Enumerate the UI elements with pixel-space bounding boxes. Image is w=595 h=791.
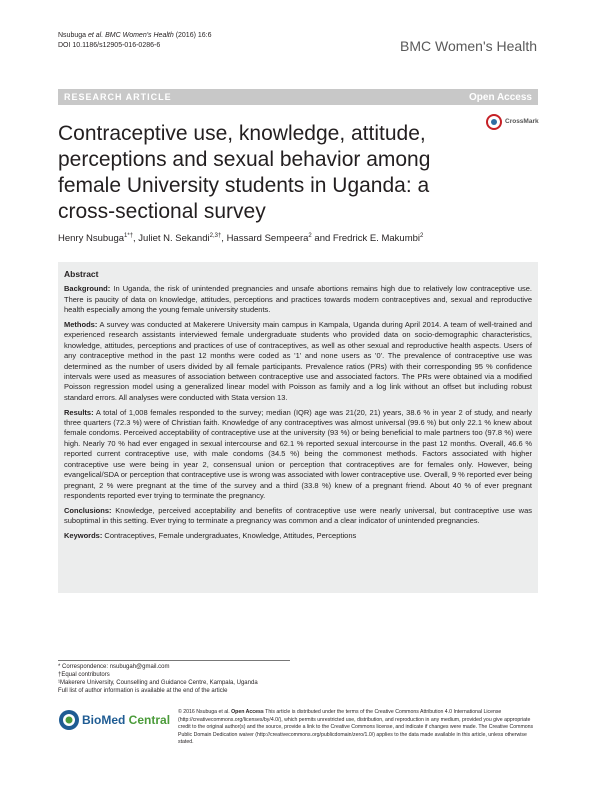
copyright-line: © 2016 Nsubuga et al.	[178, 709, 232, 715]
doi[interactable]: DOI 10.1186/s12905-016-0286-6	[58, 42, 161, 49]
abstract-conclusions	[64, 506, 532, 527]
author-affiliation: 2,3†	[209, 233, 222, 239]
equal-contributors-note: †Equal contributors	[58, 672, 110, 678]
abstract-box	[58, 262, 538, 593]
full-author-info-note: Full list of author information is available at the end of the article	[58, 688, 228, 694]
section-label: Results:	[64, 407, 94, 417]
wordmark-biomed: BioMed	[82, 713, 126, 727]
article-type: RESEARCH ARTICLE	[64, 92, 172, 102]
author-name[interactable]: , Hassard Sempeera	[221, 233, 309, 245]
abstract-background	[64, 284, 532, 315]
open-access-label: Open Access	[231, 709, 264, 715]
author-name[interactable]: Henry Nsubuga	[58, 233, 125, 245]
biomed-central-wordmark	[82, 713, 170, 727]
author-list	[58, 233, 423, 244]
abstract-keywords	[64, 531, 532, 541]
citation-year: (2016) 16:6	[173, 32, 212, 39]
author-name[interactable]: and Fredrick E. Makumbi	[311, 233, 420, 245]
crossmark-icon	[486, 114, 502, 130]
author-affiliation: 1*†	[124, 233, 134, 239]
section-label: Background:	[64, 284, 111, 294]
crossmark-label: CrossMark	[505, 118, 539, 125]
abstract-results	[64, 408, 532, 502]
citation-journal: et al. BMC Women's Health	[87, 32, 174, 39]
section-text: Contraceptives, Female undergraduates, Knowledge, Attitudes, Perceptions	[102, 530, 357, 540]
section-label: Methods:	[64, 320, 98, 330]
section-text: A survey was conducted at Makerere University main campus in Kampala, Uganda during April 2014. A team of well-trained and experienced research assistants interviewed female undergraduate students who provided data on socio-demographic characteristics, knowledge, attitudes, perceptions and practices of use of contraceptives, as well as other sexual and reproductive health aspects. Users of any contraceptive method in the past 12 months were coded as '1' and none users as '0'. The prevalence of contraceptive use was determined as the number of users divided by all female participants. Prevalence ratios (PRs) with their corresponding 95 % confidence intervals were used as measures of association between contraceptive use and associated factors. The PRs were obtained via a modified Poisson regression model using a generalized linear model with Poisson as family and a log link without an offset but including robust standard errors. All analyses were conducted with Stata version 13.	[64, 320, 532, 402]
crossmark-button[interactable]	[486, 114, 546, 134]
correspondence-email[interactable]: * Correspondence: nsubugah@gmail.com	[58, 664, 170, 670]
citation-authors: Nsubuga	[58, 32, 87, 39]
license-text: This article is distributed under the terms of the Creative Commons Attribution 4.0 International License (http://creativecommons.org/licenses/by/4.0/), which permits unrestricted use, distribution, and reproduction in any medium, provided you give appropriate credit to the original author(s) and the source, provide a link to the Creative Commons license, and indicate if changes were made. The Creative Commons Public Domain Dedication waiver (http://creativecommons.org/publicdomain/zero/1.0/) applies to the data made available in this article, unless otherwise stated.	[178, 709, 534, 746]
citation-line	[58, 31, 212, 41]
footnotes	[58, 663, 258, 695]
section-text: In Uganda, the risk of unintended pregnancies and unsafe abortions remains high due to relatively low contraceptive use. There is paucity of data on knowledge, attitudes, perceptions and practices towards modern contraceptives and, sexual and reproductive health especially among the young female university students.	[64, 284, 532, 315]
section-label: Conclusions:	[64, 505, 112, 515]
abstract-methods	[64, 320, 532, 403]
section-label: Keywords:	[64, 530, 103, 540]
footnote-divider	[58, 660, 290, 661]
author-affiliation: 2	[420, 233, 424, 239]
wordmark-central: Central	[125, 713, 171, 727]
journal-name: BMC Women's Health	[399, 38, 537, 54]
biomed-central-logo[interactable]	[58, 709, 171, 735]
author-affiliation: 2	[308, 233, 312, 239]
open-access-badge: Open Access	[469, 92, 532, 103]
section-text: Knowledge, perceived acceptability and benefits of contraceptive use were nearly universal, but contraceptive use was suboptimal in this setting. Ever trying to terminate a pregnancy was common and a clear indicator of unintended pregnancies.	[64, 505, 532, 526]
abstract-heading: Abstract	[64, 269, 99, 279]
citation-header	[58, 31, 212, 51]
author-name[interactable]: , Juliet N. Sekandi	[133, 233, 210, 245]
section-text: A total of 1,008 females responded to the survey; median (IQR) age was 21(20, 21) years, 38.6 % in year 2 of study, and nearly three quarters (72.3 %) were of Christian faith. Knowledge of any contraceptives was almost universal (99.6 %) but only 22.1 % knew about female condoms. Perceived acceptability of contraceptive use at the university (93 %) or being beneficial to male partners too (97.8 %) were high. Nearly 70 % had ever engaged in sexual intercourse and 62.1 % reported sexual intercourse in the past 12 months. Overall, 46.6 % reported current contraceptive use, with male condoms (34.5 %) being the commonest methods. Factors associated with higher contraceptive use were being in year 2, consensual union or perception that contraceptives are for females only. However, being evangelical/SDA or perception that contraceptive use is wrong was associated with lower contraceptive use. Overall, 9 % reported ever being pregnant, 2 % were pregnant at the time of the survey and a third (33.8 %) knew of a pregnant friend. About 40 % of ever pregnant respondents reported ever trying to terminate the pregnancy.	[64, 407, 532, 500]
article-title: Contraceptive use, knowledge, attitude, perceptions and sexual behavior among female University students in Uganda: a cross-sectional survey	[58, 122, 431, 223]
biomed-central-icon	[58, 709, 80, 731]
affiliation-note: ¹Makerere University, Counselling and Guidance Centre, Kampala, Uganda	[58, 680, 258, 686]
license-statement	[178, 709, 538, 747]
article-type-bar	[58, 89, 538, 105]
